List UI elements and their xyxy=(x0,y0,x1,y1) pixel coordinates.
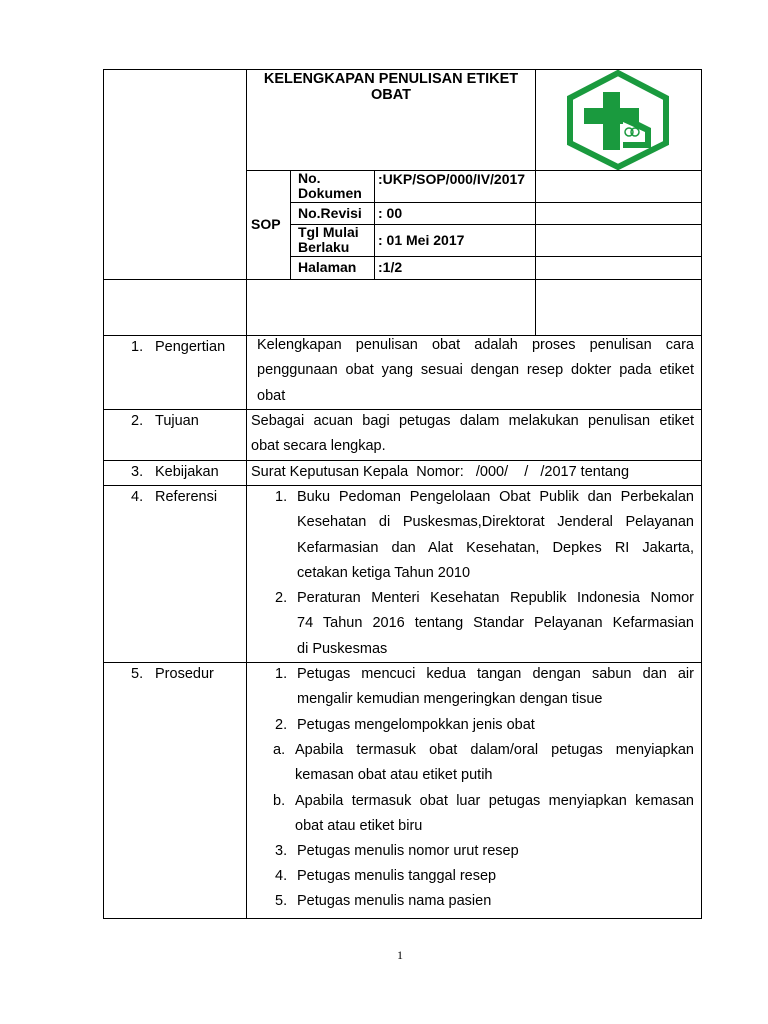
tujuan-label: 2. Tujuan xyxy=(131,413,199,429)
kebijakan-label: 3. Kebijakan xyxy=(131,464,219,480)
prosedur-item-marker: 2. xyxy=(275,717,288,733)
kebijakan-text: Surat Keputusan Kepala Nomor: /000/ / /2017 tentang xyxy=(251,464,630,480)
prosedur-item-marker: 5. xyxy=(275,893,288,909)
halaman-label: Halaman xyxy=(298,259,357,275)
puskesmas-logo-icon xyxy=(565,70,671,170)
halaman-value: :1/2 xyxy=(378,259,403,275)
prosedur-item: Petugas menulis nomor urut resep xyxy=(297,843,519,859)
prosedur-item: Petugas menulis tanggal resep xyxy=(297,868,497,884)
prosedur-item: Petugas mengelompokkan jenis obat xyxy=(297,717,535,733)
pengertian-text: Kelengkapan penulisan obat adalah proses penulisan cara penggunaan obat yang sesuai dengan resep dokter pada etiket obat xyxy=(257,337,694,404)
prosedur-item-marker: 4. xyxy=(275,868,288,884)
document-title xyxy=(247,71,535,103)
prosedur-item: Petugas mencuci kedua tangan dengan sabun dan air mengalir kemudian mengeringkan dengan tisue xyxy=(297,666,694,708)
prosedur-item-marker: 1. xyxy=(275,666,288,682)
prosedur-item-marker: b. xyxy=(273,793,286,809)
tgl-mulai-value: : 01 Mei 2017 xyxy=(378,232,465,248)
tujuan-text: Sebagai acuan bagi petugas dalam melakukan penulisan etiket obat secara lengkap. xyxy=(251,413,694,455)
document-title-line1: KELENGKAPAN PENULISAN ETIKET xyxy=(263,71,519,87)
no-dokumen-value: :UKP/SOP/000/IV/2017 xyxy=(378,171,526,187)
no-revisi-value: : 00 xyxy=(378,205,403,221)
no-dokumen-label: No. Dokumen xyxy=(298,170,362,201)
document-title-line2: OBAT xyxy=(370,87,411,103)
no-revisi-label: No.Revisi xyxy=(298,205,362,221)
tgl-mulai-label: Tgl Mulai Berlaku xyxy=(298,224,359,255)
prosedur-item: Apabila termasuk obat luar petugas menyiapkan kemasan obat atau etiket biru xyxy=(295,793,694,835)
prosedur-label: 5. Prosedur xyxy=(131,666,214,682)
referensi-item-2-marker: 2. xyxy=(275,590,288,606)
sop-label: SOP xyxy=(251,216,281,232)
referensi-item-1: Buku Pedoman Pengelolaan Obat Publik dan Perbekalan Kesehatan di Puskesmas,Direktorat Jenderal Pelayanan Kefarmasian dan Alat Kesehatan, Depkes RI Jakarta, cetakan ketiga Tahun 2010 xyxy=(297,489,694,581)
page-number: 1 xyxy=(397,948,403,962)
referensi-label: 4. Referensi xyxy=(131,489,218,505)
pengertian-label: 1. Pengertian xyxy=(131,339,226,355)
prosedur-item-marker: 3. xyxy=(275,843,288,859)
prosedur-item-marker: a. xyxy=(273,742,286,758)
referensi-item-1-marker: 1. xyxy=(275,489,288,505)
prosedur-item: Petugas menulis nama pasien xyxy=(297,893,492,909)
referensi-item-2: Peraturan Menteri Kesehatan Republik Indonesia Nomor 74 Tahun 2016 tentang Standar Pelayanan Kefarmasian di Puskesmas xyxy=(297,590,694,657)
prosedur-item: Apabila termasuk obat dalam/oral petugas menyiapkan kemasan obat atau etiket putih xyxy=(295,742,694,784)
